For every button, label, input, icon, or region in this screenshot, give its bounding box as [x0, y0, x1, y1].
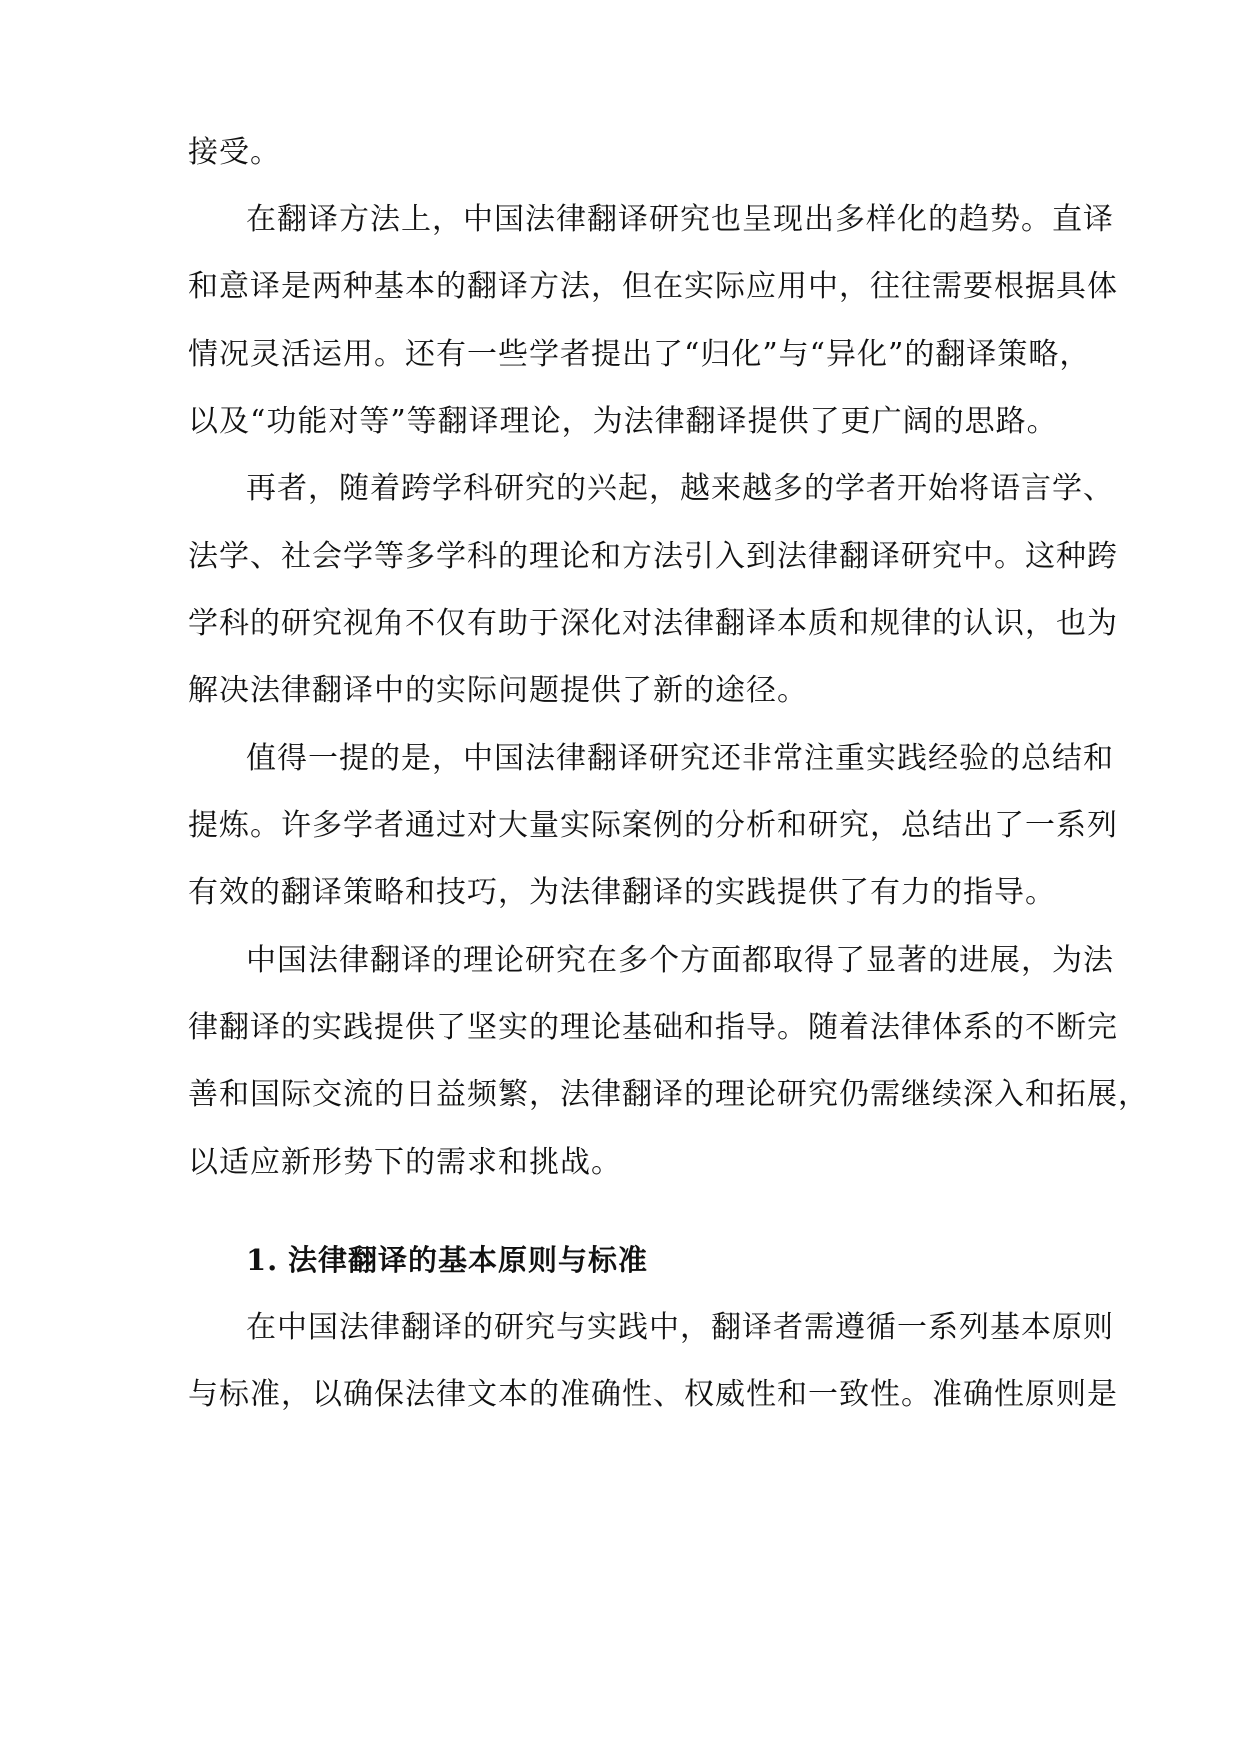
paragraph-line: 学科的研究视角不仅有助于深化对法律翻译本质和规律的认识，也为	[188, 606, 1118, 641]
paragraph-line: 提炼。许多学者通过对大量实际案例的分析和研究，总结出了一系列	[188, 808, 1118, 843]
paragraph-line: 有效的翻译策略和技巧，为法律翻译的实践提供了有力的指导。	[188, 875, 1056, 910]
paragraph-line: 以适应新形势下的需求和挑战。	[188, 1145, 622, 1180]
paragraph-line: 接受。	[188, 135, 281, 170]
paragraph-line: 法学、社会学等多学科的理论和方法引入到法律翻译研究中。这种跨	[188, 539, 1118, 574]
section-title: 法律翻译的基本原则与标准	[288, 1243, 649, 1277]
paragraph-line: 值得一提的是，中国法律翻译研究还非常注重实践经验的总结和	[246, 741, 1114, 776]
paragraph-line: 善和国际交流的日益频繁，法律翻译的理论研究仍需继续深入和拓展，	[188, 1077, 1149, 1112]
paragraph-line: 解决法律翻译中的实际问题提供了新的途径。	[188, 673, 808, 708]
paragraph-line: 情况灵活运用。还有一些学者提出了“归化”与“异化”的翻译策略，	[188, 337, 1091, 372]
section-heading	[246, 1240, 1088, 1280]
paragraph-line: 在翻译方法上，中国法律翻译研究也呈现出多样化的趋势。直译	[246, 202, 1114, 237]
paragraph-line: 律翻译的实践提供了坚实的理论基础和指导。随着法律体系的不断完	[188, 1010, 1118, 1045]
paragraph-line: 以及“功能对等”等翻译理论，为法律翻译提供了更广阔的思路。	[188, 404, 1058, 439]
paragraph-line: 和意译是两种基本的翻译方法，但在实际应用中，往往需要根据具体	[188, 269, 1118, 304]
paragraph-line: 中国法律翻译的理论研究在多个方面都取得了显著的进展，为法	[246, 943, 1114, 978]
section-number: 1.	[246, 1243, 279, 1277]
paragraph-line: 与标准，以确保法律文本的准确性、权威性和一致性。准确性原则是	[188, 1377, 1118, 1412]
paragraph-line: 在中国法律翻译的研究与实践中，翻译者需遵循一系列基本原则	[246, 1310, 1114, 1345]
paragraph-line: 再者，随着跨学科研究的兴起，越来越多的学者开始将语言学、	[246, 471, 1114, 506]
